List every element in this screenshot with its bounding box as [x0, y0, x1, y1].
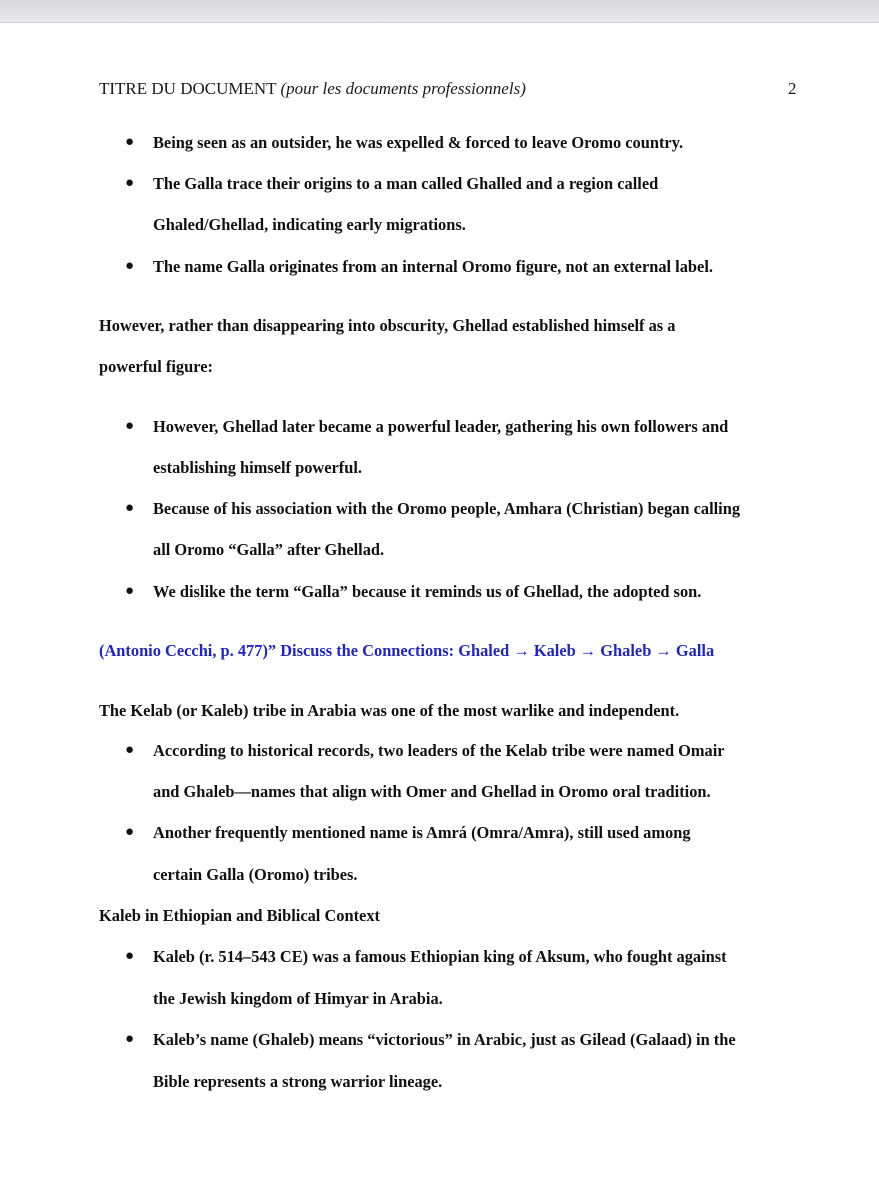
header-title: TITRE DU DOCUMENT	[99, 79, 277, 98]
list-item: Being seen as an outsider, he was expelled & forced to leave Oromo country.	[153, 133, 684, 152]
viewer-top-bar	[0, 0, 879, 23]
citation-line: (Antonio Cecchi, p. 477)” Discuss the Connections: Ghaled → Kaleb → Ghaleb → Galla	[99, 641, 715, 660]
list-item: Kaleb (r. 514–543 CE) was a famous Ethiopian king of Aksum, who fought against	[153, 947, 727, 966]
paragraph-line: The Kelab (or Kaleb) tribe in Arabia was one of the most warlike and independent.	[99, 701, 680, 720]
list-item-continuation: establishing himself powerful.	[153, 458, 362, 477]
bullet-marker: ●	[125, 175, 135, 191]
bullet-marker: ●	[125, 948, 135, 964]
list-item: According to historical records, two leaders of the Kelab tribe were named Omair	[153, 741, 725, 760]
list-item: We dislike the term “Galla” because it reminds us of Ghellad, the adopted son.	[153, 582, 702, 601]
list-item-continuation: the Jewish kingdom of Himyar in Arabia.	[153, 989, 443, 1008]
list-item-continuation: all Oromo “Galla” after Ghellad.	[153, 540, 385, 559]
list-item: However, Ghellad later became a powerful leader, gathering his own followers and	[153, 417, 729, 436]
list-item: Kaleb’s name (Ghaleb) means “victorious” in Arabic, just as Gilead (Galaad) in the	[153, 1030, 736, 1049]
header-subtitle: (pour les documents professionnels)	[280, 79, 526, 98]
bullet-marker: ●	[125, 583, 135, 599]
list-item: The name Galla originates from an internal Oromo figure, not an external label.	[153, 257, 713, 276]
list-item-continuation: and Ghaleb—names that align with Omer and Ghellad in Oromo oral tradition.	[153, 782, 711, 801]
paragraph-line: powerful figure:	[99, 357, 213, 376]
bullet-marker: ●	[125, 134, 135, 150]
paragraph-line: However, rather than disappearing into obscurity, Ghellad established himself as a	[99, 316, 676, 335]
bullet-marker: ●	[125, 824, 135, 840]
list-item: Another frequently mentioned name is Amrá (Omra/Amra), still used among	[153, 823, 691, 842]
page-number: 2	[788, 79, 797, 98]
list-item-continuation: certain Galla (Oromo) tribes.	[153, 865, 358, 884]
bullet-marker: ●	[125, 258, 135, 274]
list-item: Because of his association with the Oromo people, Amhara (Christian) began calling	[153, 499, 741, 518]
bullet-marker: ●	[125, 1031, 135, 1047]
bullet-marker: ●	[125, 500, 135, 516]
document-header	[99, 79, 526, 99]
bullet-marker: ●	[125, 742, 135, 758]
list-item-continuation: Ghaled/Ghellad, indicating early migrations.	[153, 215, 466, 234]
bullet-marker: ●	[125, 418, 135, 434]
list-item: The Galla trace their origins to a man called Ghalled and a region called	[153, 174, 659, 193]
section-heading: Kaleb in Ethiopian and Biblical Context	[99, 906, 380, 925]
list-item-continuation: Bible represents a strong warrior lineage.	[153, 1072, 443, 1091]
